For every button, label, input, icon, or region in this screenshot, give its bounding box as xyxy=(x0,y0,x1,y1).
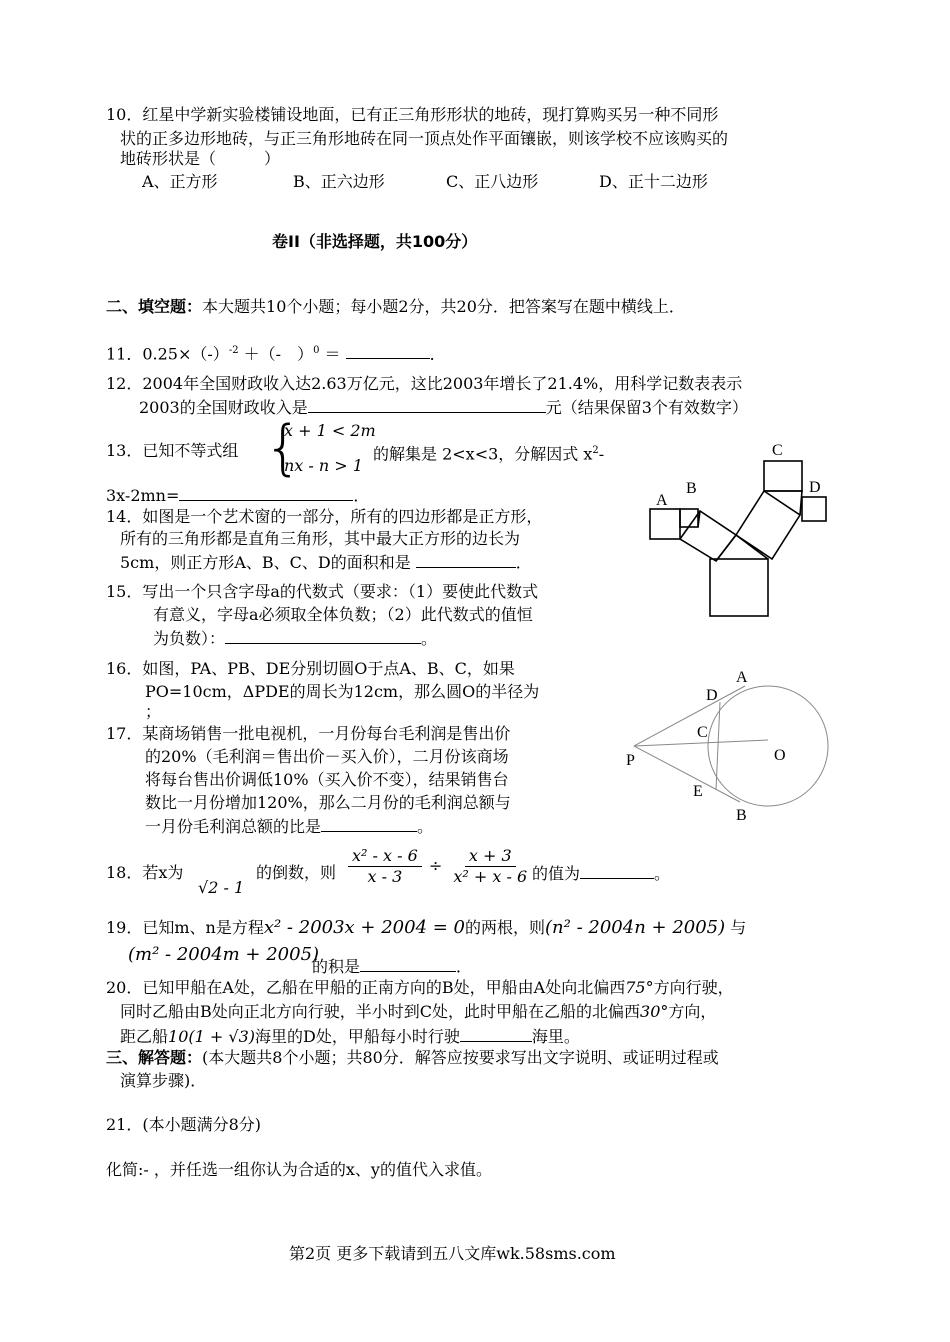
q13-answer-blank[interactable] xyxy=(179,484,353,501)
q15-line3-text: 为负数）： xyxy=(153,629,226,648)
q17-line1: 17．某商场销售一批电视机，一月份每台毛利润是售出价 xyxy=(106,724,511,743)
q13-post-text: 的解集是 2<x<3，分解因式 x xyxy=(373,444,593,464)
q14-line3-text: 5cm，则正方形A、B、C、D的面积和是 xyxy=(120,553,411,572)
fig16-tangent-pa xyxy=(634,686,745,746)
q18-frac1-den: √2 - 1 xyxy=(198,878,245,897)
fig14-label-b: B xyxy=(686,480,697,497)
q11-answer-blank[interactable] xyxy=(346,342,430,359)
q15-line2: 有意义，字母a必须取全体负数；（2）此代数式的值恒 xyxy=(153,605,533,624)
section3-desc2: 演算步骤)． xyxy=(120,1071,207,1090)
q13-line2 xyxy=(106,484,369,507)
q18-frac2-num: x² - x - 6 xyxy=(348,846,422,867)
fig14-square-d xyxy=(802,497,826,521)
q10-line2: 状的正多边形地砖，与正三角形地砖在同一顶点处作平面镶嵌，则该学校不应该购买的 xyxy=(120,129,729,148)
q10-option-a: A、正方形 xyxy=(142,172,218,191)
fig16-label-e: E xyxy=(693,783,703,800)
fig14-label-c: C xyxy=(772,442,783,459)
q20-angle2: 30° xyxy=(640,1002,669,1021)
q12-line1: 12．2004年全国财政收入达2.63万亿元，这比2003年增长了21.4%，用科学记数表表示 xyxy=(106,374,743,393)
q20-answer-blank[interactable] xyxy=(460,1025,532,1042)
section3-heading: 三、解答题： xyxy=(106,1048,203,1067)
fig16-label-p: P xyxy=(626,752,635,769)
q13-dash: - xyxy=(598,444,605,464)
q18-post-text: 的值为 xyxy=(532,864,581,883)
fig14-square-a xyxy=(650,509,680,539)
q20-line1-pre: 20．已知甲船在A处，乙船在甲船的正南方向的B处，甲船由A处向北偏西 xyxy=(106,978,626,997)
q17-answer-blank[interactable] xyxy=(321,815,417,832)
q17-line2: 的20%（毛利润＝售出价－买入价），二月份该商场 xyxy=(145,747,509,766)
q19-line2-post xyxy=(312,955,472,978)
q13-post xyxy=(373,440,604,465)
q14-line1: 14．如图是一个艺术窗的一部分，所有的四边形都是正方形， xyxy=(106,507,543,526)
q18-mid: 的倒数，则 xyxy=(256,863,337,882)
q18-post xyxy=(532,862,670,885)
q10-option-c: C、正八边形 xyxy=(446,172,539,191)
q18-pre: 18．若x为 xyxy=(106,863,184,882)
q16-line1: 16．如图，PA、PB、DE分别切圆O于点A、B、C，如果 xyxy=(106,659,515,678)
q11-dot: ． xyxy=(429,344,446,364)
section2-desc: 本大题共10个小题；每小题2分，共20分．把答案写在题中横线上． xyxy=(202,297,685,316)
q18-div: ÷ xyxy=(428,856,443,875)
section2-heading: 二、填空题： xyxy=(106,297,203,316)
fig16-circle xyxy=(708,686,828,806)
fig16-label-c: C xyxy=(697,724,708,741)
fig14-square-c xyxy=(764,461,802,491)
fig14-label-a: A xyxy=(656,492,668,509)
q17-line5 xyxy=(145,815,433,838)
q17-line4: 数比一月份增加120%，那么二月份的毛利润总额与 xyxy=(145,793,511,812)
fig14-square-right-tilt xyxy=(736,491,800,559)
q16-line2: PO=10cm，ΔPDE的周长为12cm，那么圆O的半径为 xyxy=(145,682,540,701)
q14-dot: ． xyxy=(515,553,532,572)
q15-line1: 15．写出一个只含字母a的代数式（要求：（1）要使此代数式 xyxy=(106,582,539,601)
q13-ineq2: nx - n > 1 xyxy=(284,456,363,475)
page-footer: 第2页 更多下载请到五八文库wk.58sms.com xyxy=(289,1244,616,1263)
q10-line3: 地砖形状是（ ） xyxy=(120,149,281,168)
q21-title: 21．(本小题满分8分) xyxy=(106,1115,262,1134)
q14-answer-blank[interactable] xyxy=(416,551,516,568)
q11-equals: ＝ xyxy=(324,344,341,364)
q20-line1 xyxy=(106,977,734,999)
q15-answer-blank[interactable] xyxy=(225,627,421,644)
q20-line2-pre: 同时乙船由B处向正北方向行驶，半小时到C处，此时甲船在乙船的北偏西 xyxy=(120,1002,641,1021)
q19-pre: 19．已知m、n是方程 xyxy=(106,918,264,937)
q17-line3: 将每台售出价调低10%（买入价不变），结果销售台 xyxy=(145,770,509,789)
fig14-triangle-base xyxy=(716,535,768,561)
q12-answer-blank[interactable] xyxy=(308,396,546,413)
q15-end: 。 xyxy=(421,629,438,648)
q19-expr2: (m² - 2004m + 2005) xyxy=(128,944,320,965)
section3-header xyxy=(106,1047,719,1069)
section3-desc1: (本大题共8个小题；共80分．解答应按要求写出文字说明、或证明过程或 xyxy=(202,1048,719,1067)
q11 xyxy=(106,340,446,365)
q17-end: 。 xyxy=(417,817,434,836)
q19-post: 的积是 xyxy=(312,957,361,976)
q18-frac3-den: x² + x - 6 xyxy=(453,867,528,886)
figure-tangent-circle xyxy=(620,660,840,830)
q18-end: 。 xyxy=(654,864,671,883)
q20-line3 xyxy=(120,1025,580,1048)
fig16-label-b: B xyxy=(736,807,747,824)
q10-option-b: B、正六边形 xyxy=(293,172,385,191)
q19-and: 与 xyxy=(730,918,747,937)
q19-answer-blank[interactable] xyxy=(360,955,456,972)
fig16-label-d: D xyxy=(706,687,718,704)
q20-line1-post: 方向行驶， xyxy=(653,978,734,997)
fig16-label-o: O xyxy=(774,747,786,764)
q13-ineq1: x + 1 < 2m xyxy=(284,421,376,440)
q12-line2-post: 元（结果保留3个有效数字） xyxy=(545,398,748,417)
q18-frac2 xyxy=(346,846,533,887)
q21-text: 化简:- ，并任选一组你认为合适的x、y的值代入求值。 xyxy=(106,1160,492,1179)
q20-line2 xyxy=(120,1001,716,1023)
q18-answer-blank[interactable] xyxy=(580,862,654,879)
fig14-label-d: D xyxy=(809,479,821,496)
figure-art-window xyxy=(640,435,840,620)
q20-line3-mid: 海里的D处，甲船每小时行驶 xyxy=(255,1027,460,1046)
q19-dot: ． xyxy=(456,957,473,976)
q18-frac3-num: x + 3 xyxy=(465,846,516,867)
q19-expr1: (n² - 2004n + 2005) xyxy=(545,917,726,938)
q19-mid: 的两根，则 xyxy=(465,918,546,937)
q12-line2 xyxy=(139,396,748,419)
q16-line3: ； xyxy=(145,702,162,721)
q12-line2-pre: 2003的全国财政收入是 xyxy=(139,398,308,417)
part2-title: 卷II（非选择题，共100分） xyxy=(272,232,478,251)
q11-mid: ＋（- ） xyxy=(243,344,314,364)
q13-pre: 13．已知不等式组 xyxy=(106,441,239,460)
q13-brace: { xyxy=(264,413,303,483)
q14-line2: 所有的三角形都是直角三角形，其中最大正方形的边长为 xyxy=(120,529,521,548)
fig16-label-a: A xyxy=(736,669,748,686)
q19-equation: x² - 2003x + 2004 = 0 xyxy=(263,917,466,938)
q20-line2-post: 方向， xyxy=(668,1002,717,1021)
q11-exp2: 0 xyxy=(313,345,320,356)
q10-option-d: D、正十二边形 xyxy=(599,172,708,191)
fig14-square-large xyxy=(710,559,768,616)
fig16-tangent-pb xyxy=(634,746,740,802)
q13-sup: 2 xyxy=(592,445,599,456)
q20-line3-pre: 距乙船 xyxy=(120,1027,169,1046)
q20-distance: 10(1 + √3) xyxy=(168,1027,255,1046)
q13-line2-text: 3x-2mn= xyxy=(106,486,180,505)
q19-line1 xyxy=(106,917,746,939)
q18-frac2-den: x - 3 xyxy=(367,867,403,886)
q15-line3 xyxy=(153,627,437,650)
q10-line1: 10．红星中学新实验楼铺设地面，已有正三角形形状的地砖，现打算购买另一种不同形 xyxy=(106,105,719,124)
q17-line5-text: 一月份毛利润总额的比是 xyxy=(145,817,322,836)
fig14-square-left-tilt xyxy=(680,511,736,561)
q11-text: 11．0.25×（-） xyxy=(106,344,229,364)
section2-header xyxy=(106,296,685,318)
q13-dot: ． xyxy=(353,486,370,505)
q11-exp1: -2 xyxy=(228,345,239,356)
q14-line3 xyxy=(120,551,532,574)
q20-angle1: 75° xyxy=(625,978,654,997)
q19-line2 xyxy=(128,944,319,966)
q20-line3-post: 海里。 xyxy=(531,1027,580,1046)
